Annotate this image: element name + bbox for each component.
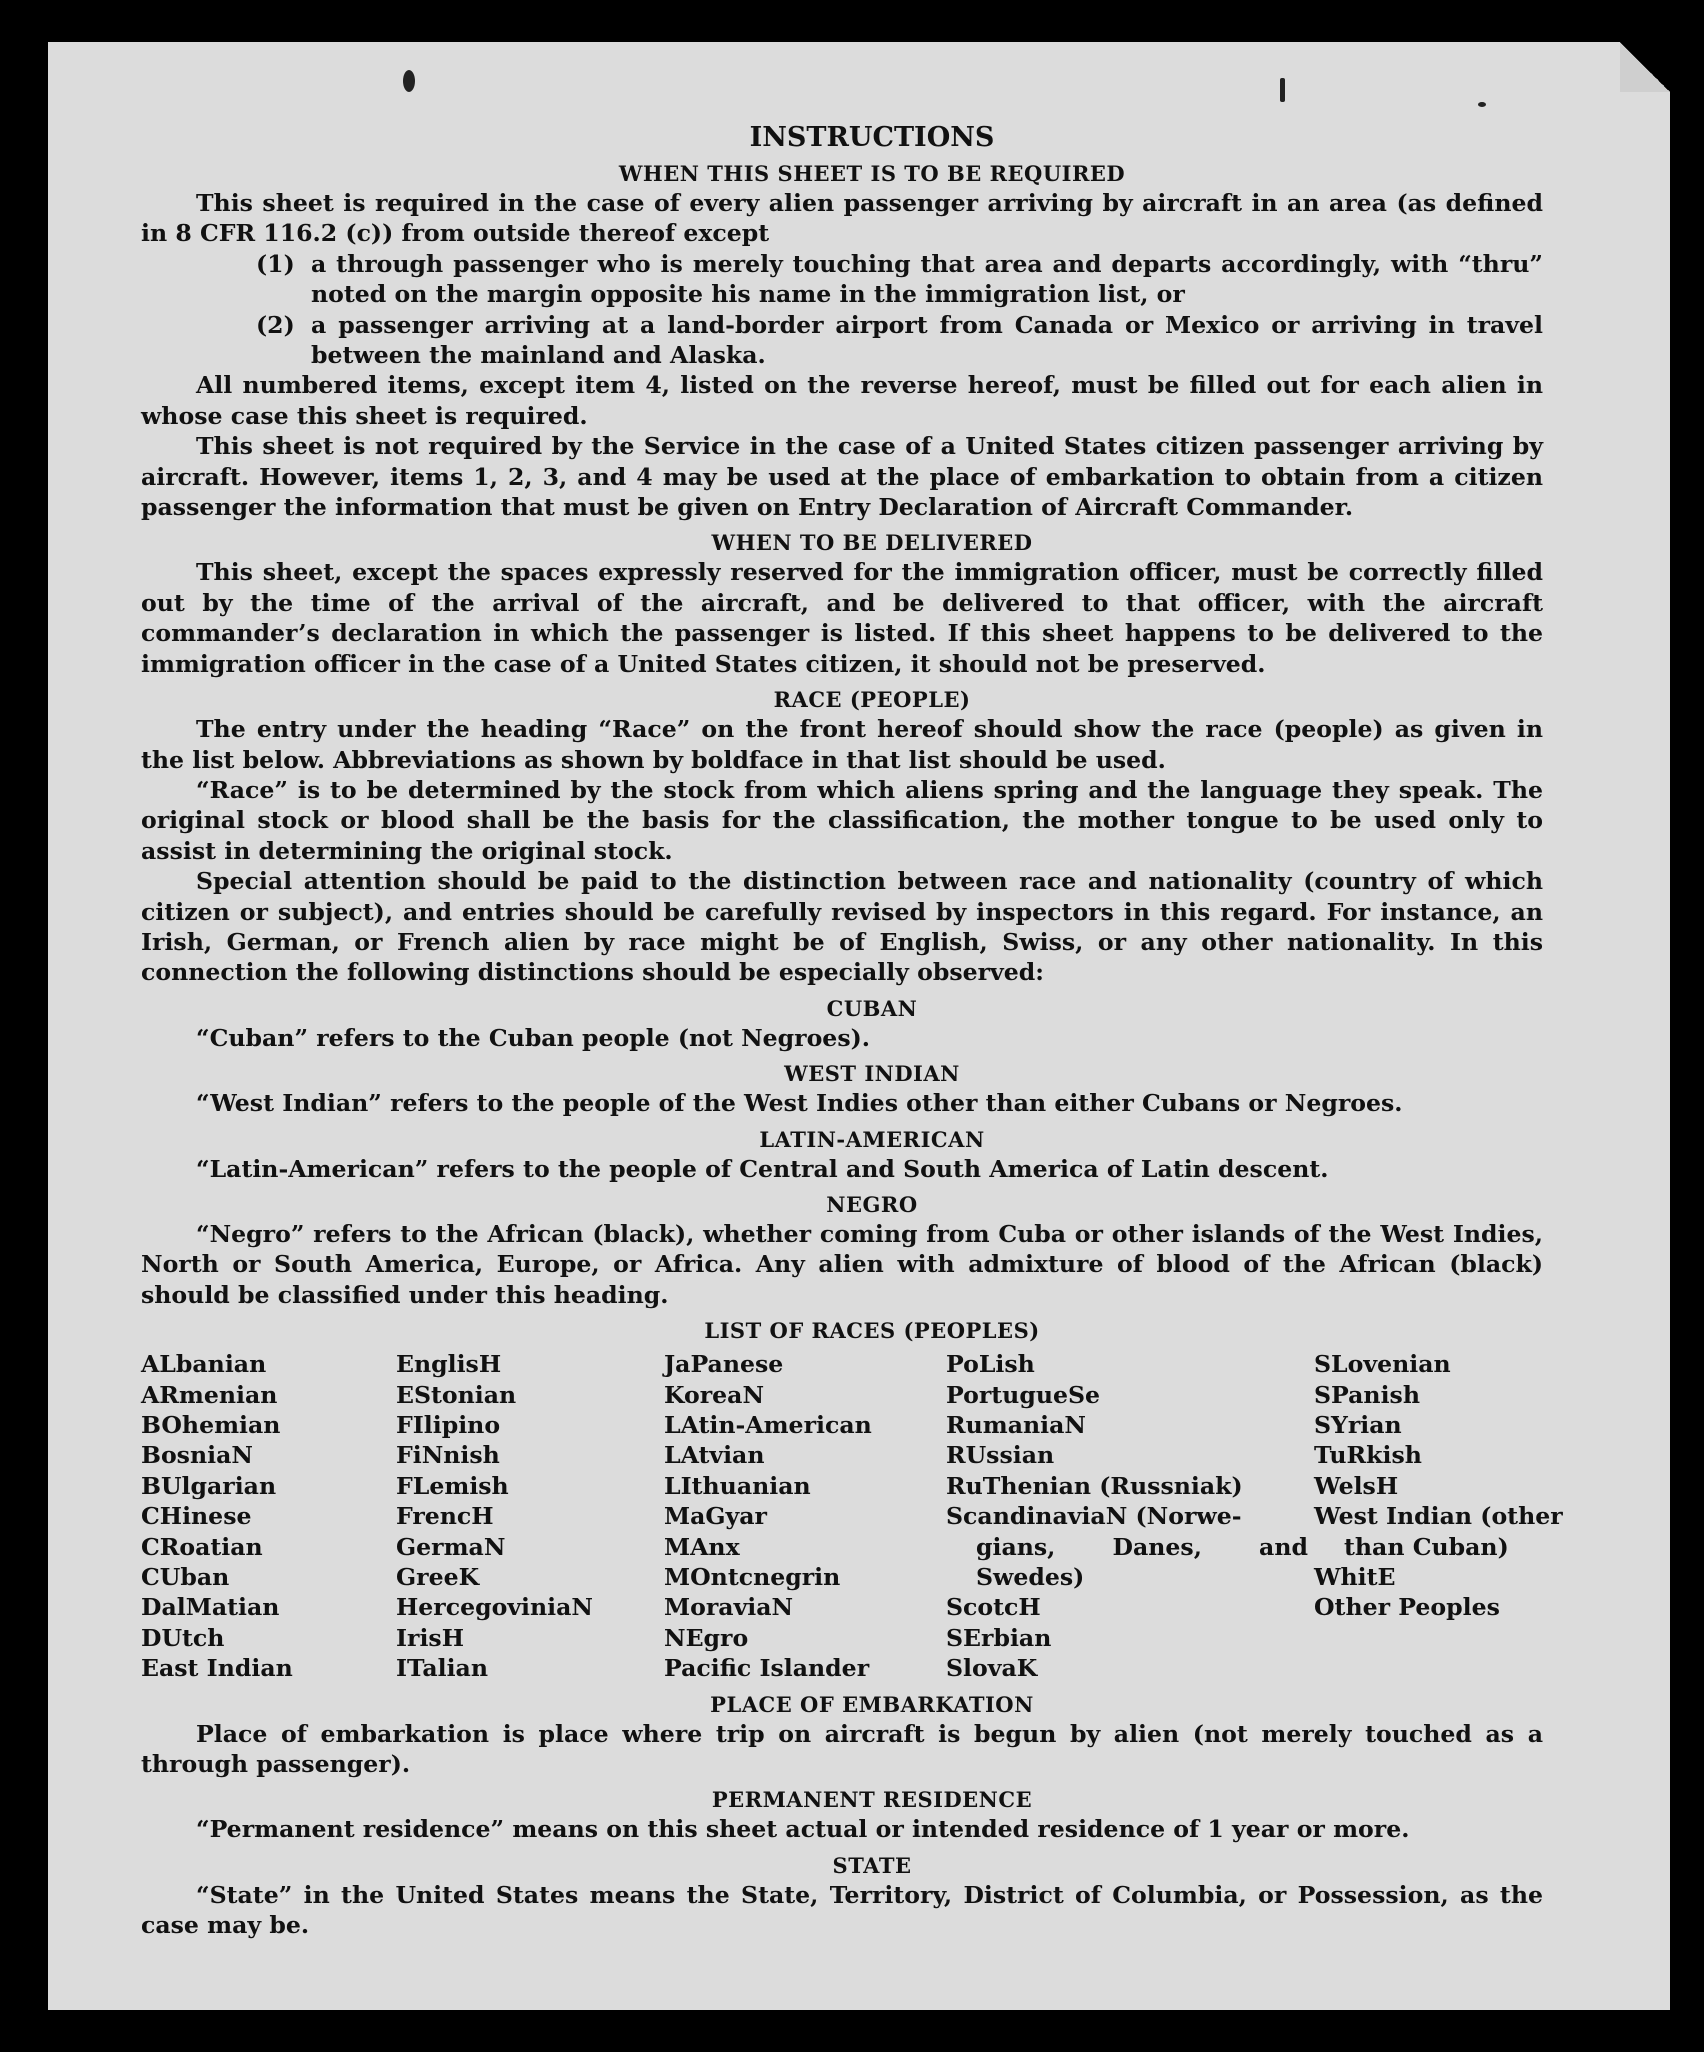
ink-mark — [1280, 78, 1285, 102]
race-item: SlovaK — [946, 1654, 1038, 1683]
heading-when-required: WHEN THIS SHEET IS TO BE REQUIRED — [618, 161, 1126, 186]
document-sheet — [48, 42, 1670, 2010]
race-list — [141, 1349, 1563, 1683]
race-item: GreeK — [396, 1563, 480, 1592]
race-item: East Indian — [141, 1654, 293, 1683]
race-item: PoLish — [946, 1350, 1035, 1379]
heading-latin-american: LATIN-AMERICAN — [759, 1126, 985, 1152]
paragraph: “Permanent residence” means on this sheet actual or intended residence of 1 year or more. — [196, 1815, 1410, 1844]
heading-embarkation: PLACE OF EMBARKATION — [710, 1691, 1034, 1717]
heading-when-delivered: WHEN TO BE DELIVERED — [711, 530, 1033, 556]
race-item: DalMatian — [141, 1593, 280, 1622]
race-item: RuThenian (Russniak) — [946, 1471, 1243, 1500]
race-item: WelsH — [1314, 1471, 1399, 1500]
race-item: FiNnish — [396, 1441, 500, 1470]
list-item: (2) a passenger arriving at a land-border airport from Canada or Mexico or arriving in travel between the mainland and Alaska. — [256, 310, 1543, 370]
race-item-continued: Swedes) — [976, 1563, 1085, 1592]
race-item: FrencH — [396, 1502, 494, 1531]
race-item: BOhemian — [141, 1411, 281, 1439]
race-item: ITalian — [396, 1654, 488, 1683]
paragraph: “Latin-American” refers to the people of Central and South America of Latin descent. — [196, 1154, 1329, 1183]
race-item: MAnx — [664, 1532, 740, 1561]
race-column — [141, 1349, 396, 1683]
race-item: KoreaN — [664, 1380, 765, 1409]
race-item: RumaniaN — [946, 1411, 1086, 1439]
paragraph: “West Indian” refers to the people of the West Indies other than either Cubans or Negroes. — [196, 1089, 1403, 1118]
heading-state: STATE — [832, 1852, 912, 1878]
race-item: JaPanese — [664, 1350, 784, 1379]
race-item: MaGyar — [664, 1502, 767, 1531]
race-item: IrisH — [396, 1623, 465, 1652]
paragraph: “State” in the United States means the State, Territory, District of Columbia, or Possession, as the case may be. — [141, 1880, 1543, 1940]
ink-mark — [403, 70, 415, 92]
heading-west-indian: WEST INDIAN — [784, 1061, 960, 1087]
race-item: SPanish — [1314, 1380, 1420, 1409]
heading-cuban: CUBAN — [826, 995, 918, 1021]
list-item: (1) a through passenger who is merely touching that area and departs accordingly, with “thru” noted on the margin opposite his name in the immigration list, or — [256, 249, 1543, 309]
race-item-continued: than Cuban) — [1344, 1532, 1509, 1561]
race-item: LIthuanian — [664, 1471, 811, 1500]
race-item-continued: gians, Danes, and — [976, 1532, 1308, 1561]
race-column — [946, 1349, 1314, 1683]
race-item: BosniaN — [141, 1441, 253, 1470]
heading-list-of-races: LIST OF RACES (PEOPLES) — [704, 1318, 1040, 1344]
ink-mark — [1478, 102, 1486, 107]
race-item: GermaN — [396, 1532, 506, 1561]
race-item: ARmenian — [141, 1380, 278, 1409]
paragraph: Special attention should be paid to the distinction between race and nationality (country of which citizen or subject), and entries should be carefully revised by inspectors in this regard. For instance, an Irish, German, or French alien by race might be of English, Swiss, or any other nationality. In this connection the following distinctions should be especially observed: — [141, 867, 1543, 987]
race-item: HercegoviniaN — [396, 1593, 593, 1622]
race-item: NEgro — [664, 1623, 749, 1652]
paragraph: “Negro” refers to the African (black), whether coming from Cuba or other islands of the West Indies, North or South America, Europe, or Africa. Any alien with admixture of blood of the African (black) should be classified under this heading. — [141, 1219, 1543, 1309]
race-item: LAtin-American — [664, 1411, 872, 1439]
paragraph: Place of embarkation is place where trip on aircraft is begun by alien (not merely touched as a through passenger). — [141, 1719, 1543, 1779]
race-item: CHinese — [141, 1502, 252, 1531]
race-item: TuRkish — [1314, 1441, 1422, 1470]
race-item: CRoatian — [141, 1532, 263, 1561]
race-item: PortugueSe — [946, 1380, 1101, 1409]
race-item: ScandinaviaN (Norwe- — [946, 1502, 1242, 1531]
race-column — [1314, 1349, 1574, 1683]
paragraph: This sheet is required in the case of every alien passenger arriving by aircraft in an area (as defined in 8 CFR 116.2 (c)) from outside thereof except — [141, 189, 1543, 248]
race-item: West Indian (other — [1314, 1502, 1563, 1531]
race-column — [396, 1349, 664, 1683]
race-item: RUssian — [946, 1441, 1055, 1470]
race-item: SYrian — [1314, 1411, 1402, 1439]
heading-negro: NEGRO — [826, 1191, 918, 1217]
race-item: FIlipino — [396, 1411, 501, 1439]
paragraph: “Cuban” refers to the Cuban people (not Negroes). — [196, 1023, 870, 1052]
race-item: CUban — [141, 1563, 230, 1592]
paragraph: The entry under the heading “Race” on the front hereof should show the race (people) as given in the list below. Abbreviations as shown by boldface in that list should be used. — [141, 715, 1543, 774]
race-item: SLovenian — [1314, 1350, 1451, 1379]
race-item: MOntcnegrin — [664, 1563, 841, 1592]
page-title: INSTRUCTIONS — [749, 122, 995, 153]
race-item: DUtch — [141, 1623, 225, 1652]
race-item: FLemish — [396, 1471, 509, 1500]
race-item: Pacific Islander — [664, 1654, 870, 1683]
race-item: EnglisH — [396, 1350, 502, 1379]
paragraph: All numbered items, except item 4, listed on the reverse hereof, must be filled out for each alien in whose case this sheet is required. — [141, 371, 1543, 430]
race-item: ALbanian — [141, 1350, 267, 1379]
paragraph: “Race” is to be determined by the stock from which aliens spring and the language they speak. The original stock or blood shall be the basis for the classification, the mother tongue to be used only to assist in determining the original stock. — [141, 775, 1543, 865]
race-item: SErbian — [946, 1623, 1052, 1652]
paragraph: This sheet, except the spaces expressly reserved for the immigration officer, must be correctly filled out by the time of the arrival of the aircraft, and be delivered to that officer, with the aircraft commander’s declaration in which the passenger is listed. If this sheet happens to be delivered to the immigration officer in the case of a United States citizen, it should not be preserved. — [141, 558, 1543, 678]
heading-permanent-residence: PERMANENT RESIDENCE — [711, 1787, 1033, 1813]
folded-corner — [1620, 42, 1670, 92]
race-item: WhitE — [1314, 1563, 1396, 1592]
race-item: Other Peoples — [1314, 1593, 1500, 1622]
paragraph: This sheet is not required by the Service in the case of a United States citizen passenger arriving by aircraft. However, items 1, 2, 3, and 4 may be used at the place of embarkation to obtain from a citizen passenger the information that must be given on Entry Declaration of Aircraft Commander. — [141, 432, 1543, 522]
race-item: MoraviaN — [664, 1593, 794, 1622]
race-item: BUlgarian — [141, 1471, 277, 1500]
race-item: ScotcH — [946, 1593, 1041, 1622]
race-column — [664, 1349, 946, 1683]
heading-race: RACE (PEOPLE) — [773, 687, 971, 713]
race-item: EStonian — [396, 1380, 517, 1409]
race-item: LAtvian — [664, 1441, 765, 1470]
